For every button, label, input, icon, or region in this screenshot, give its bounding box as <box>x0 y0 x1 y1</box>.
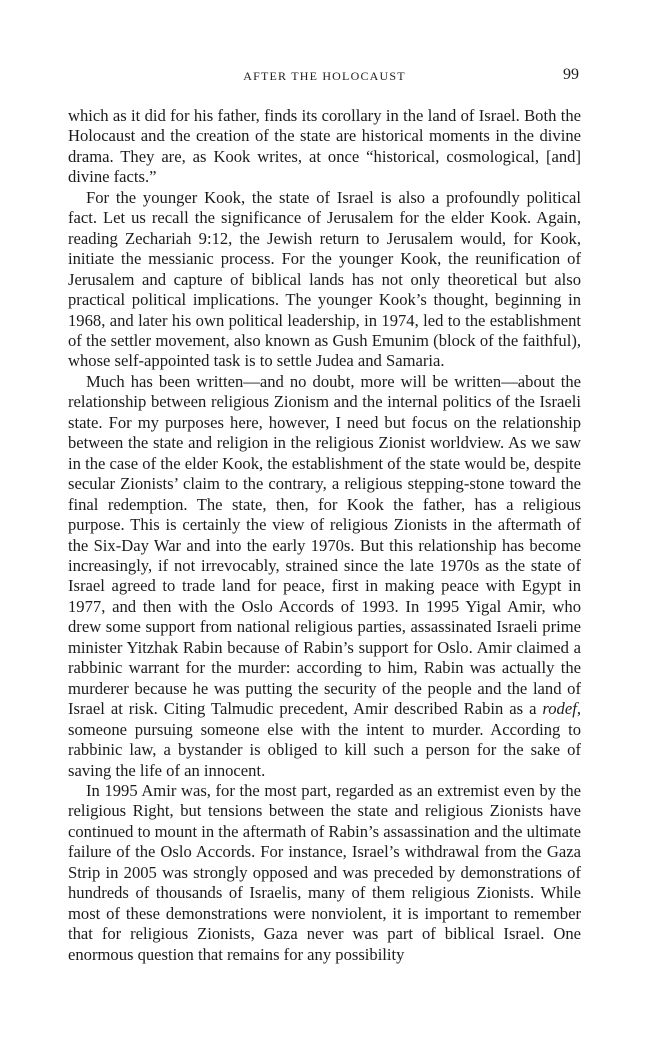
paragraph-text: Much has been written—and no doubt, more will be written—about the relationship between religious Zionism and the internal politics of the Israeli state. For my purposes here, however, I need but focus on the relationship between the state and religion in the religious Zionist worldview. As we saw in the case of the elder Kook, the establishment of the state would be, despite secular Zionists’ claim to the contrary, a religious stepping-stone toward the final redemption. The state, then, for Kook the father, has a religious purpose. This is certainly the view of religious Zionists in the aftermath of the Six-Day War and into the early 1970s. But this relationship has become increasingly, if not irrevocably, strained since the late 1970s as the state of Israel agreed to trade land for peace, first in making peace with Egypt in 1977, and then with the Oslo Accords of 1993. In 1995 Yigal Amir, who drew some support from national religious parties, assassinated Israeli prime minister Yitzhak Rabin because of Rabin’s support for Oslo. Amir claimed a rabbinic warrant for the murder: according to him, Rabin was actually the murderer because he was putting the security of the people and the land of Israel at risk. Citing Talmudic precedent, Amir described Rabin as a <box>68 371 581 719</box>
running-head <box>68 66 581 88</box>
page-number: 99 <box>563 66 579 83</box>
paragraph-4 <box>68 781 581 965</box>
book-page <box>68 66 581 965</box>
italic-term-rodef: rodef <box>542 699 577 719</box>
paragraph-text: For the younger Kook, the state of Israel is also a profoundly political fact. Let us recall the significance of Jerusalem for the elder Kook. Again, reading Zechariah 9:12, the Jewish return to Jerusalem would, for Kook, initiate the messianic process. For the younger Kook, the reunification of Jerusalem and capture of biblical lands has not only theoretical but also practical political implications. The younger Kook’s thought, beginning in 1968, and later his own political leadership, in 1974, led to the establishment of the settler movement, also known as Gush Emunim (block of the faithful), whose self-appointed task is to settle Judea and Samaria. <box>68 187 581 371</box>
paragraph-2 <box>68 188 581 372</box>
paragraph-3 <box>68 372 581 781</box>
running-title: AFTER THE HOLOCAUST <box>243 69 406 83</box>
paragraph-text: , someone pursuing someone else with the intent to murder. According to rabbinic law, a bystander is obliged to kill such a person for the sake of saving the life of an innocent. <box>68 699 581 780</box>
paragraph-1 <box>68 106 581 188</box>
body-text <box>68 106 581 965</box>
paragraph-text: which as it did for his father, finds its corollary in the land of Israel. Both the Holocaust and the creation of the state are historical moments in the divine drama. They are, as Kook writes, at once “historical, cosmological, [and] divine facts.” <box>68 106 581 187</box>
paragraph-text: In 1995 Amir was, for the most part, regarded as an extremist even by the religious Right, but tensions between the state and religious Zionists have continued to mount in the aftermath of Rabin’s assassination and the ultimate failure of the Oslo Accords. For instance, Israel’s withdrawal from the Gaza Strip in 2005 was strongly opposed and was preceded by demonstrations of hundreds of thousands of Israelis, many of them religious Zionists. While most of these demonstrations were nonviolent, it is important to remember that for religious Zionists, Gaza never was part of biblical Israel. One enormous question that remains for any possibility <box>68 780 581 964</box>
